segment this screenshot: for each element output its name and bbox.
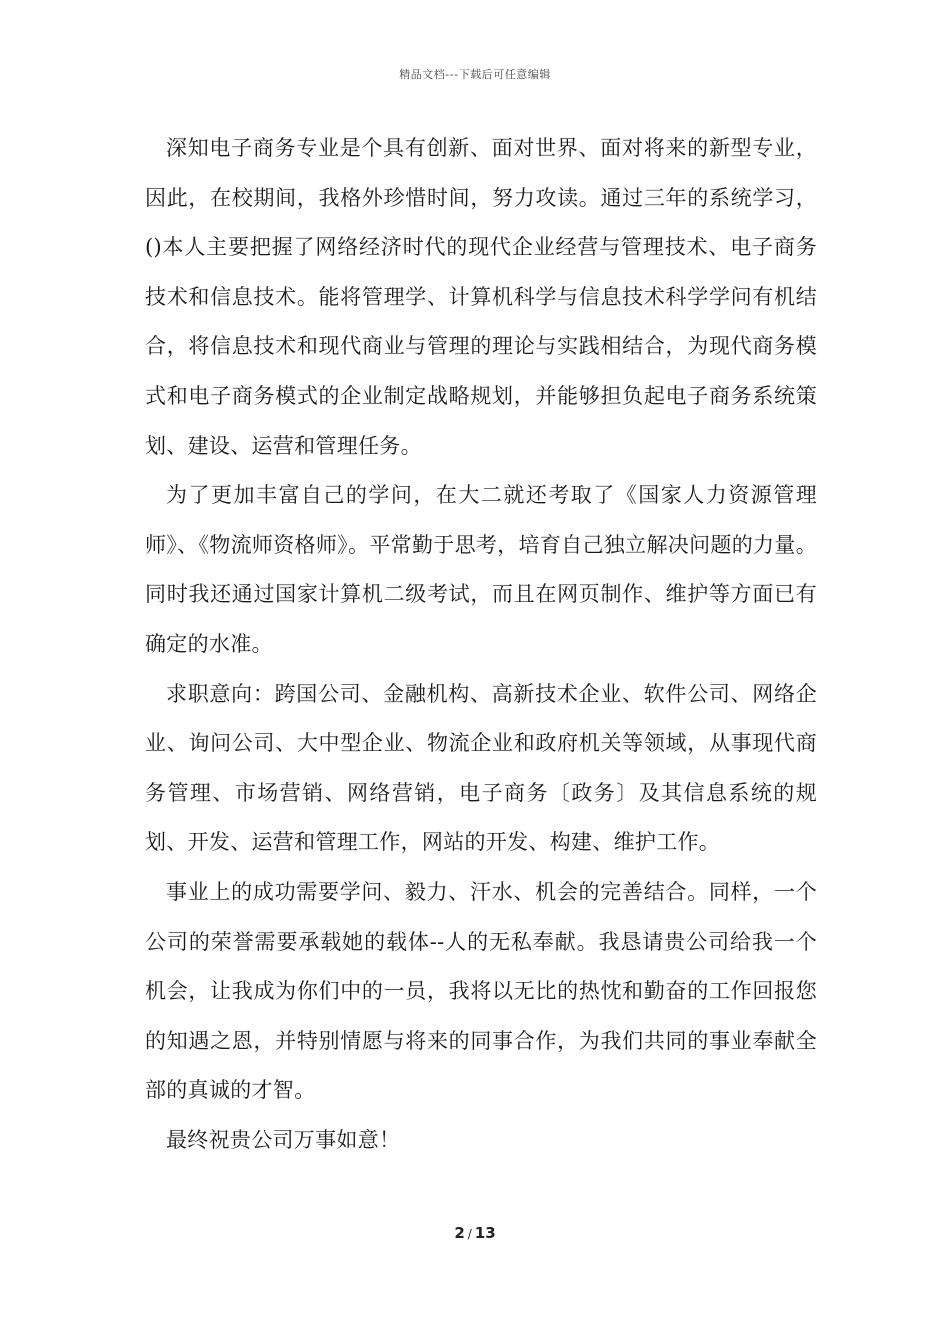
current-page-number: 2: [454, 1224, 465, 1242]
page-number: [0, 1224, 950, 1242]
total-page-count: 13: [474, 1224, 496, 1242]
paragraph-certifications: 为了更加丰富自己的学问，在大二就还考取了《国家人力资源管理师》、《物流师资格师》。平常勤于思考，培育自己独立解决问题的力量。同时我还通过国家计算机二级考试，而且在网页制作、维护等方面已有确定的水准。: [145, 483, 817, 656]
page-separator: /: [467, 1227, 472, 1241]
document-body: [145, 124, 817, 1165]
paragraph-request: 事业上的成功需要学问、毅力、汗水、机会的完善结合。同样，一个公司的荣誉需要承载她的载体--人的无私奉献。我恳请贵公司给我一个机会，让我成为你们中的一员，我将以无比的热忱和勤奋的工作回报您的知遇之恩，并特别情愿与将来的同事合作，为我们共同的事业奉献全部的真诚的才智。: [145, 879, 817, 1103]
page-header: 精品文档---下载后可任意编辑: [399, 68, 551, 81]
paragraph-job-intention: 求职意向：跨国公司、金融机构、高新技术企业、软件公司、网络企业、询问公司、大中型企业、物流企业和政府机关等领域，从事现代商务管理、市场营销、网络营销，电子商务〔政务〕及其信息系统的规划、开发、运营和管理工作，网站的开发、构建、维护工作。: [145, 681, 817, 855]
paragraph-closing: 最终祝贵公司万事如意！: [166, 1127, 401, 1152]
paragraph-education: 深知电子商务专业是个具有创新、面对世界、面对将来的新型专业，因此，在校期间，我格外珍惜时间，努力攻读。通过三年的系统学习，()本人主要把握了网络经济时代的现代企业经营与管理技术、电子商务技术和信息技术。能将管理学、计算机科学与信息技术科学学问有机结合，将信息技术和现代商业与管理的理论与实践相结合，为现代商务模式和电子商务模式的企业制定战略规划，并能够担负起电子商务系统策划、建设、运营和管理任务。: [145, 136, 817, 458]
